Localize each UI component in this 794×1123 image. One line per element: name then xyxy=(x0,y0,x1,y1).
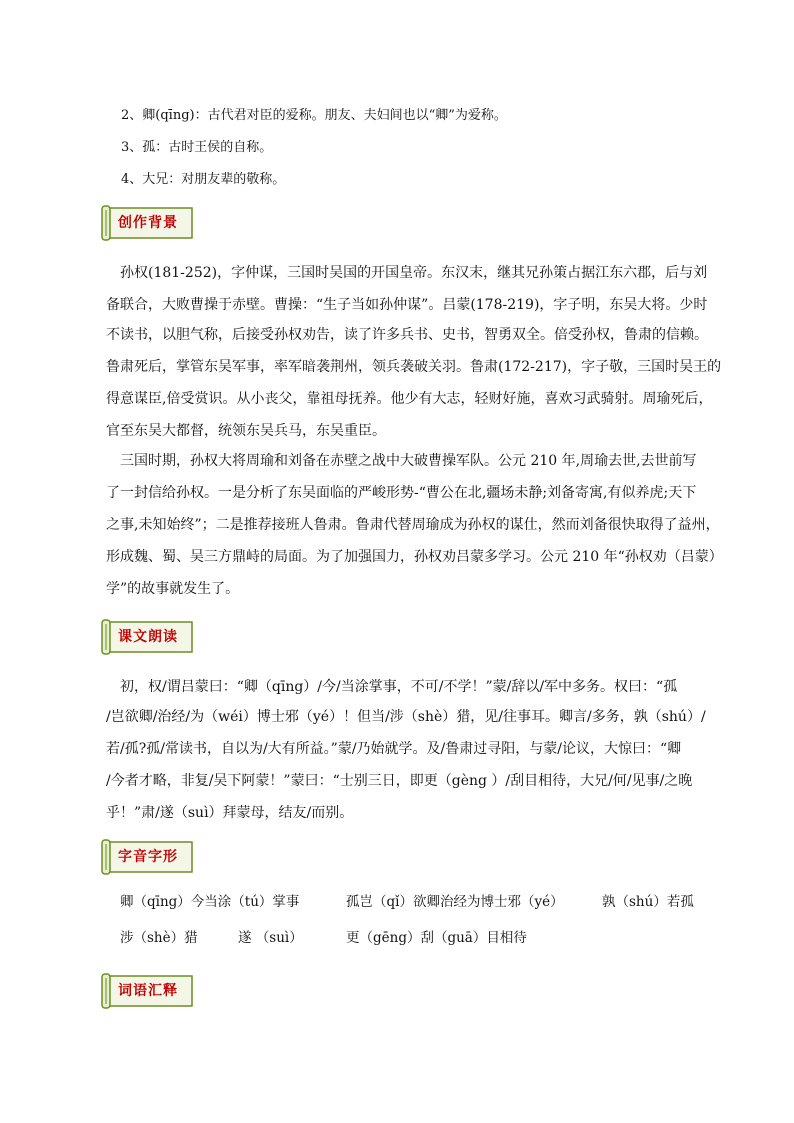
background-line: 得意谋臣,倍受赏识。从小丧父，靠祖母抚养。他少有大志，轻财好施，喜欢习武骑射。周瑜死后， xyxy=(106,391,713,407)
background-line: 不读书，以胆气称，后接受孙权劝告，读了许多兵书、史书，智勇双全。倍受孙权，鲁肃的信赖。 xyxy=(106,327,708,343)
section-title: 创作背景 xyxy=(118,215,178,231)
reading-line: /岂欲卿/治经/为（wéi）博士邪（yé）！但当/涉（shè）猎，见/往事耳。卿言/多务，孰（shú）/ xyxy=(106,709,706,725)
pronunciation-item: 卿（qīng）今当涂（tú）掌事 xyxy=(120,894,300,910)
background-line: 三国时期，孙权大将周瑜和刘备在赤壁之战中大破曹操军队。公元 210 年,周瑜去世,去世前写 xyxy=(120,453,697,469)
background-line: 了一封信给孙权。一是分析了东吴面临的严峻形势-“曹公在北,疆场未静;刘备寄寓,有似养虎;天下 xyxy=(106,485,697,501)
section-heading-background xyxy=(100,204,196,242)
reading-line: 乎！”肃/遂（suì）拜蒙母，结友/而别。 xyxy=(106,805,354,821)
pronunciation-item: 孤岂（qǐ）欲卿治经为博士邪（yé） xyxy=(346,894,564,910)
background-line: 学”的故事就发生了。 xyxy=(106,581,240,597)
reading-line: 初，权/谓吕蒙曰：“卿（qīng）/今/当涂掌事，不可/不学！”蒙/辞以/军中多务。权曰：“孤 xyxy=(120,679,678,695)
section-heading-pronunciation xyxy=(100,838,196,876)
section-heading-reading xyxy=(100,618,196,656)
pronunciation-item: 遂 （suì） xyxy=(238,930,303,946)
section-title: 课文朗读 xyxy=(118,629,178,645)
background-line: 官至东吴大都督，统领东吴兵马，东吴重臣。 xyxy=(106,423,386,439)
note-daxiong: 4、大兄：对朋友辈的敬称。 xyxy=(121,172,286,187)
background-line: 备联合，大败曹操于赤壁。曹操：“生子当如孙仲谋”。吕蒙(178-219)，字子明，东吴大将。少时 xyxy=(106,297,708,313)
note-qing: 2、卿(qīng)：古代君对臣的爱称。朋友、夫妇间也以“卿”为爱称。 xyxy=(121,108,507,123)
pronunciation-item: 孰（shú）若孤 xyxy=(602,894,694,910)
note-gu: 3、孤：古时王侯的自称。 xyxy=(121,140,273,155)
background-line: 之事,未知始终”；二是推荐接班人鲁肃。鲁肃代替周瑜成为孙权的谋仕，然而刘备很快取得了益州， xyxy=(106,517,720,533)
background-line: 鲁肃死后，掌管东吴军事，率军暗袭荆州，领兵袭破关羽。鲁肃(172-217)，字子敬，三国时吴王的 xyxy=(106,359,722,375)
pronunciation-item: 更（gēng）刮（guā）目相待 xyxy=(346,930,527,946)
pronunciation-item: 涉（shè）猎 xyxy=(120,930,198,946)
background-line: 孙权(181-252)，字仲谋，三国时吴国的开国皇帝。东汉末，继其兄孙策占据江东六郡，后与刘 xyxy=(120,265,708,281)
section-heading-vocabulary xyxy=(100,972,196,1010)
section-title: 字音字形 xyxy=(118,849,178,865)
section-title: 词语汇释 xyxy=(118,983,178,999)
reading-line: /今者才略，非复/吴下阿蒙！”蒙曰：“士别三日，即更（gèng ）/刮目相待，大兄/何/见事/之晚 xyxy=(106,773,693,789)
reading-line: 若/孤?孤/常读书，自以为/大有所益。”蒙/乃始就学。及/鲁肃过寻阳，与蒙/论议，大惊曰：“卿 xyxy=(106,741,682,757)
background-line: 形成魏、蜀、吴三方鼎峙的局面。为了加强国力，孙权劝吕蒙多学习。公元 210 年“孙权劝（吕蒙） xyxy=(106,549,723,565)
